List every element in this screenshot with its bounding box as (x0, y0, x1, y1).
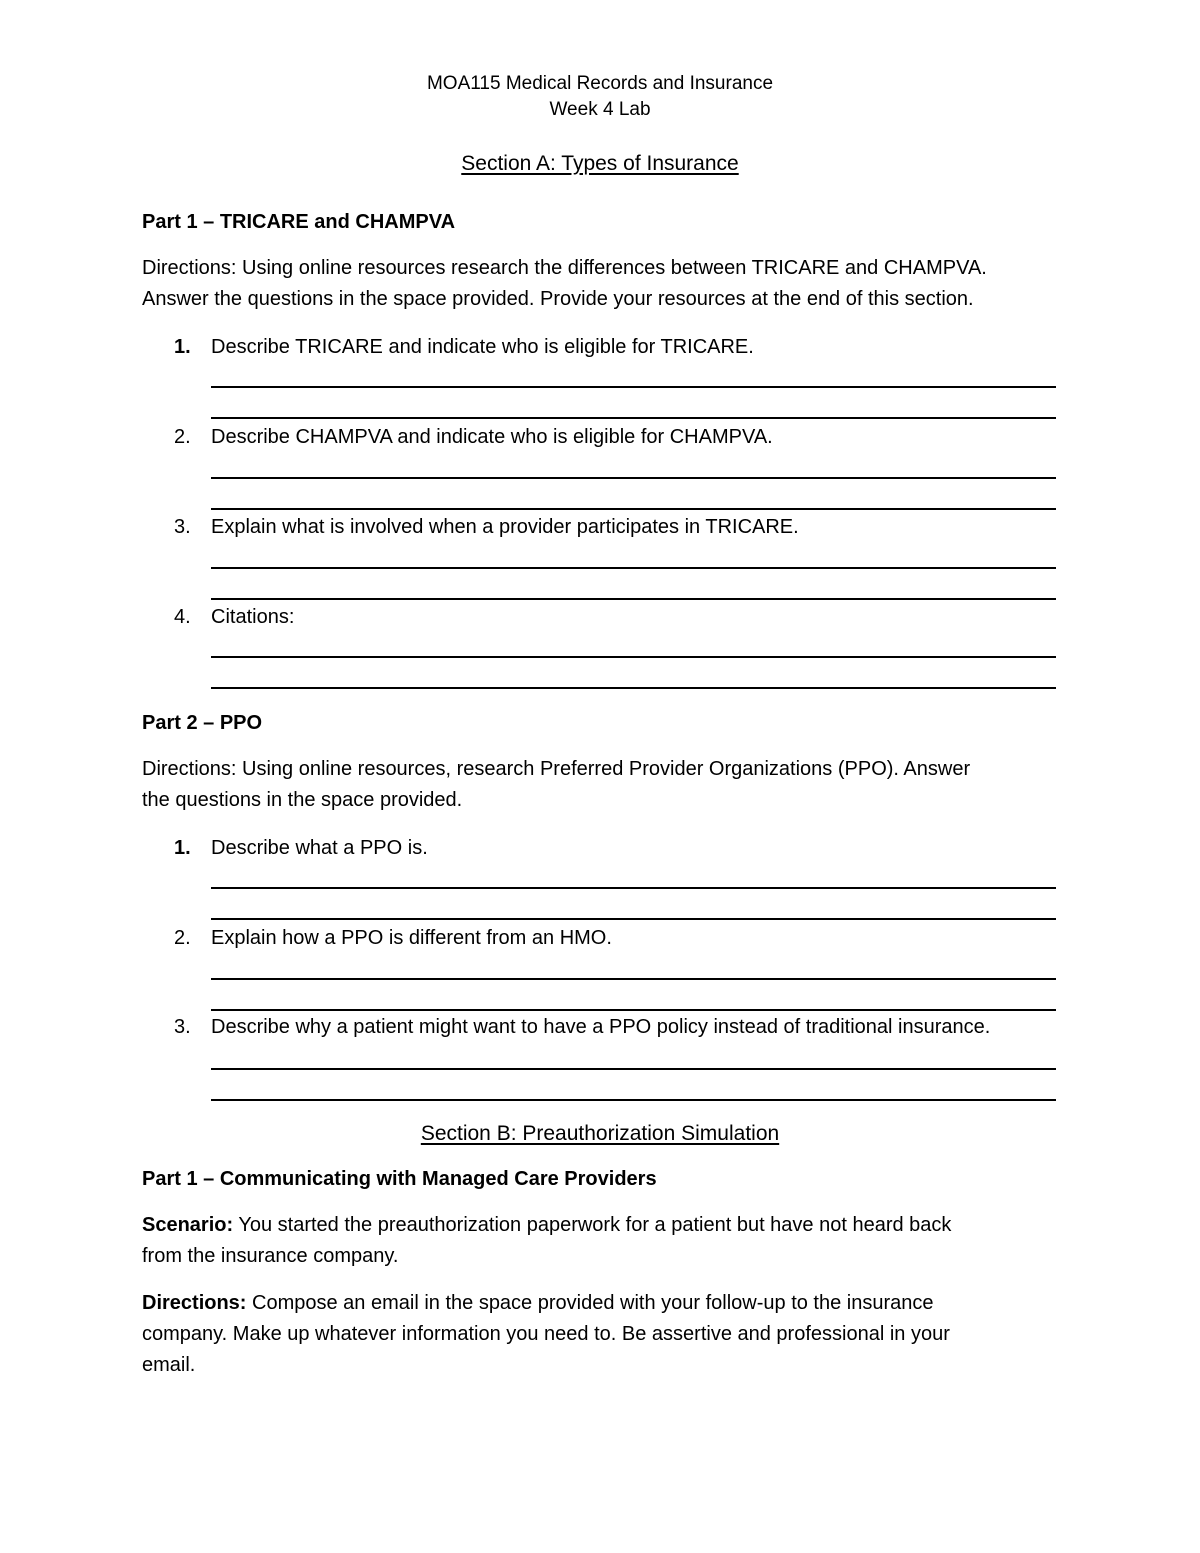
question-text: Explain how a PPO is different from an HMO. (211, 927, 612, 949)
answer-line (211, 1099, 1056, 1101)
question-number: 1. (174, 837, 191, 859)
document-title: MOA115 Medical Records and Insurance (426, 73, 774, 94)
answer-line (211, 508, 1056, 510)
question-number: 4. (174, 606, 191, 628)
document-subtitle: Week 4 Lab (549, 99, 651, 120)
directions-text: email. (142, 1354, 196, 1376)
question-text: Citations: (211, 606, 295, 628)
section-b-scenario (142, 1210, 1062, 1272)
answer-line (211, 386, 1056, 388)
section-b-heading: Section B: Preauthorization Simulation (420, 1122, 780, 1145)
question-number: 2. (174, 927, 191, 949)
directions-line: Answer the questions in the space provided. Provide your resources at the end of this section. (142, 288, 974, 310)
question-text: Describe why a patient might want to have a PPO policy instead of traditional insurance. (211, 1016, 991, 1038)
directions-label: Directions: (142, 1292, 247, 1314)
question-text: Describe CHAMPVA and indicate who is eligible for CHAMPVA. (211, 426, 773, 448)
directions-text: company. Make up whatever information you need to. Be assertive and professional in your (142, 1323, 950, 1345)
section-a-heading: Section A: Types of Insurance (461, 152, 739, 175)
answer-line (211, 887, 1056, 889)
scenario-text: You started the preauthorization paperwork for a patient but have not heard back (233, 1214, 952, 1236)
directions-line: Directions: Using online resources, research Preferred Provider Organizations (PPO). Answer (142, 758, 971, 780)
question-number: 3. (174, 1016, 191, 1038)
section-a-part2-heading: Part 2 – PPO (142, 712, 263, 734)
section-b-directions (142, 1288, 1062, 1381)
answer-line (211, 567, 1056, 569)
question-text: Explain what is involved when a provider participates in TRICARE. (211, 516, 799, 538)
scenario-label: Scenario: (142, 1214, 234, 1236)
question-number: 1. (174, 336, 191, 358)
answer-line (211, 598, 1056, 600)
answer-line (211, 1009, 1056, 1011)
answer-line (211, 687, 1056, 689)
directions-text: Compose an email in the space provided with your follow-up to the insurance (246, 1292, 934, 1314)
answer-line (211, 417, 1056, 419)
question-number: 2. (174, 426, 191, 448)
answer-line (211, 918, 1056, 920)
question-text: Describe what a PPO is. (211, 837, 428, 859)
section-b-part1-heading: Part 1 – Communicating with Managed Care Providers (142, 1168, 657, 1190)
scenario-text: from the insurance company. (142, 1245, 399, 1267)
section-a-part1-heading: Part 1 – TRICARE and CHAMPVA (142, 211, 456, 233)
answer-line (211, 978, 1056, 980)
directions-line: the questions in the space provided. (142, 789, 463, 811)
answer-line (211, 1068, 1056, 1070)
question-text: Describe TRICARE and indicate who is eligible for TRICARE. (211, 336, 754, 358)
section-a-part1-directions (142, 253, 1062, 315)
answer-line (211, 656, 1056, 658)
question-number: 3. (174, 516, 191, 538)
section-a-part2-directions (142, 754, 1062, 816)
directions-line: Directions: Using online resources research the differences between TRICARE and CHAMPVA. (142, 257, 987, 279)
answer-line (211, 477, 1056, 479)
